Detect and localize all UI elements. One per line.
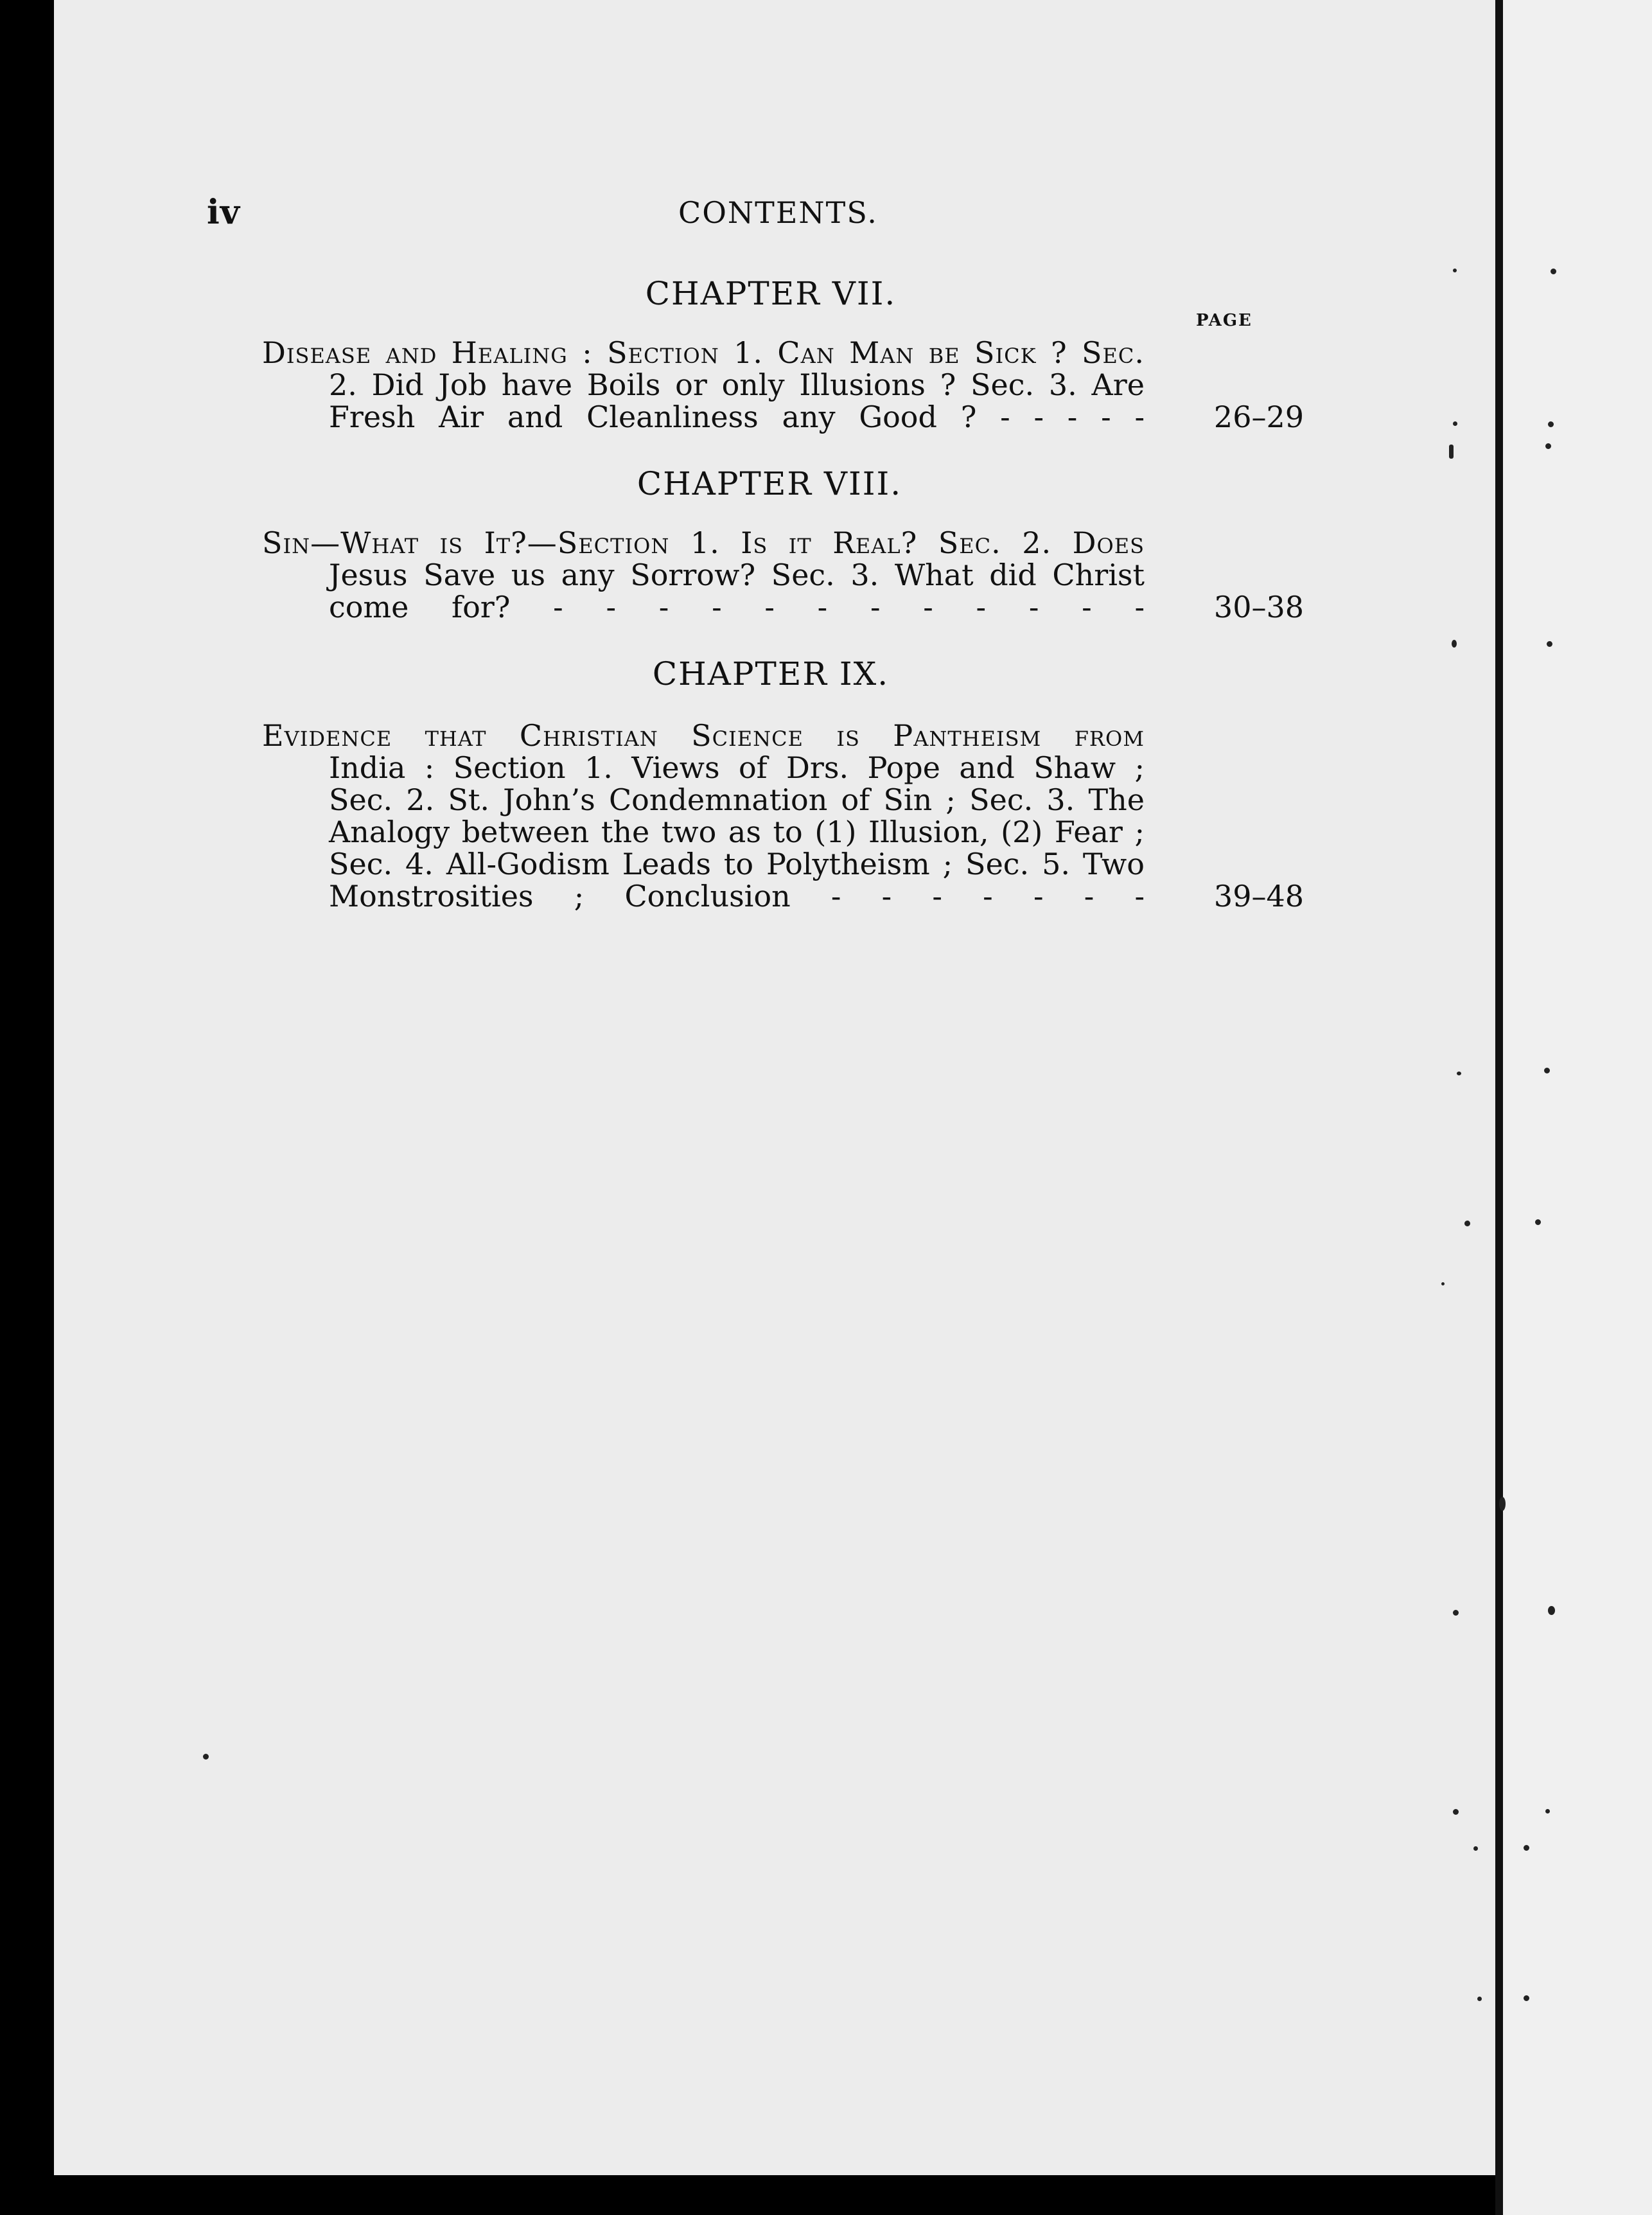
toc-entry-line: come for? - - - - - - - - - - - - bbox=[329, 590, 1145, 624]
scan-speck bbox=[1441, 1282, 1445, 1285]
scan-speck bbox=[1548, 1606, 1555, 1615]
scan-speck bbox=[1452, 640, 1457, 648]
scan-speck bbox=[1473, 1846, 1478, 1851]
scan-speck bbox=[1524, 1995, 1529, 2001]
scan-speck bbox=[1464, 1221, 1470, 1226]
scan-speck bbox=[1457, 1072, 1461, 1075]
toc-entry bbox=[262, 337, 1304, 433]
chapter-heading: CHAPTER IX. bbox=[652, 655, 890, 693]
page-range: 26–29 bbox=[1213, 400, 1304, 434]
running-title: CONTENTS. bbox=[678, 195, 878, 230]
running-head bbox=[0, 193, 1652, 231]
scan-speck bbox=[1545, 1809, 1550, 1813]
toc-entry bbox=[262, 719, 1304, 912]
page-column-label: PAGE bbox=[1196, 311, 1252, 330]
scan-speck bbox=[1524, 1845, 1529, 1851]
toc-entry-line: India : Section 1. Views of Drs. Pope and Shaw ; bbox=[329, 750, 1145, 785]
toc-entry-line: Monstrosities ; Conclusion - - - - - - - bbox=[329, 879, 1145, 913]
scan-speck bbox=[1453, 421, 1457, 426]
scan-speck bbox=[1545, 443, 1551, 449]
scan-speck bbox=[1453, 1809, 1459, 1815]
toc-entry-line: Sec. 4. All-Godism Leads to Polytheism ; Sec. 5. Two bbox=[329, 847, 1145, 881]
chapter-heading: CHAPTER VIII. bbox=[637, 465, 902, 502]
scan-speck bbox=[1544, 1068, 1550, 1073]
scan-speck bbox=[1548, 421, 1554, 427]
toc-entry bbox=[262, 527, 1304, 623]
toc-entry-line: Sec. 2. St. John’s Condemnation of Sin ; Sec. 3. The bbox=[329, 782, 1145, 817]
toc-entry-line: Disease and Healing : Section 1. Can Man be Sick ? Sec. bbox=[262, 335, 1145, 370]
scan-speck bbox=[1453, 1610, 1459, 1616]
toc-entry-line: Analogy between the two as to (1) Illusion, (2) Fear ; bbox=[329, 815, 1145, 849]
scan-speck bbox=[203, 1754, 209, 1760]
page-number: iv bbox=[207, 193, 240, 232]
toc-entry-line: Fresh Air and Cleanliness any Good ? - - - - - bbox=[329, 400, 1145, 434]
page-range: 39–48 bbox=[1213, 879, 1304, 913]
page-range: 30–38 bbox=[1213, 590, 1304, 624]
scan-speck bbox=[1453, 269, 1457, 272]
scan-speck bbox=[1551, 269, 1556, 274]
toc-entry-line: 2. Did Job have Boils or only Illusions ? Sec. 3. Are bbox=[329, 367, 1145, 402]
facing-page-edge bbox=[1503, 0, 1652, 2215]
scan-speck bbox=[1535, 1219, 1541, 1225]
scan-speck bbox=[1547, 641, 1552, 647]
scan-speck bbox=[1449, 445, 1454, 459]
toc-entry-line: Jesus Save us any Sorrow? Sec. 3. What did Christ bbox=[329, 558, 1145, 592]
page-gutter-line bbox=[1495, 0, 1503, 2215]
scan-speck bbox=[1477, 1997, 1482, 2001]
scan-speck bbox=[1499, 1497, 1506, 1511]
chapter-heading: CHAPTER VII. bbox=[645, 275, 897, 312]
toc-entry-line: Evidence that Christian Science is Pantheism from bbox=[262, 718, 1145, 753]
book-page bbox=[54, 0, 1495, 2175]
toc-entry-line: Sin—What is It?—Section 1. Is it Real? Sec. 2. Does bbox=[262, 525, 1145, 560]
